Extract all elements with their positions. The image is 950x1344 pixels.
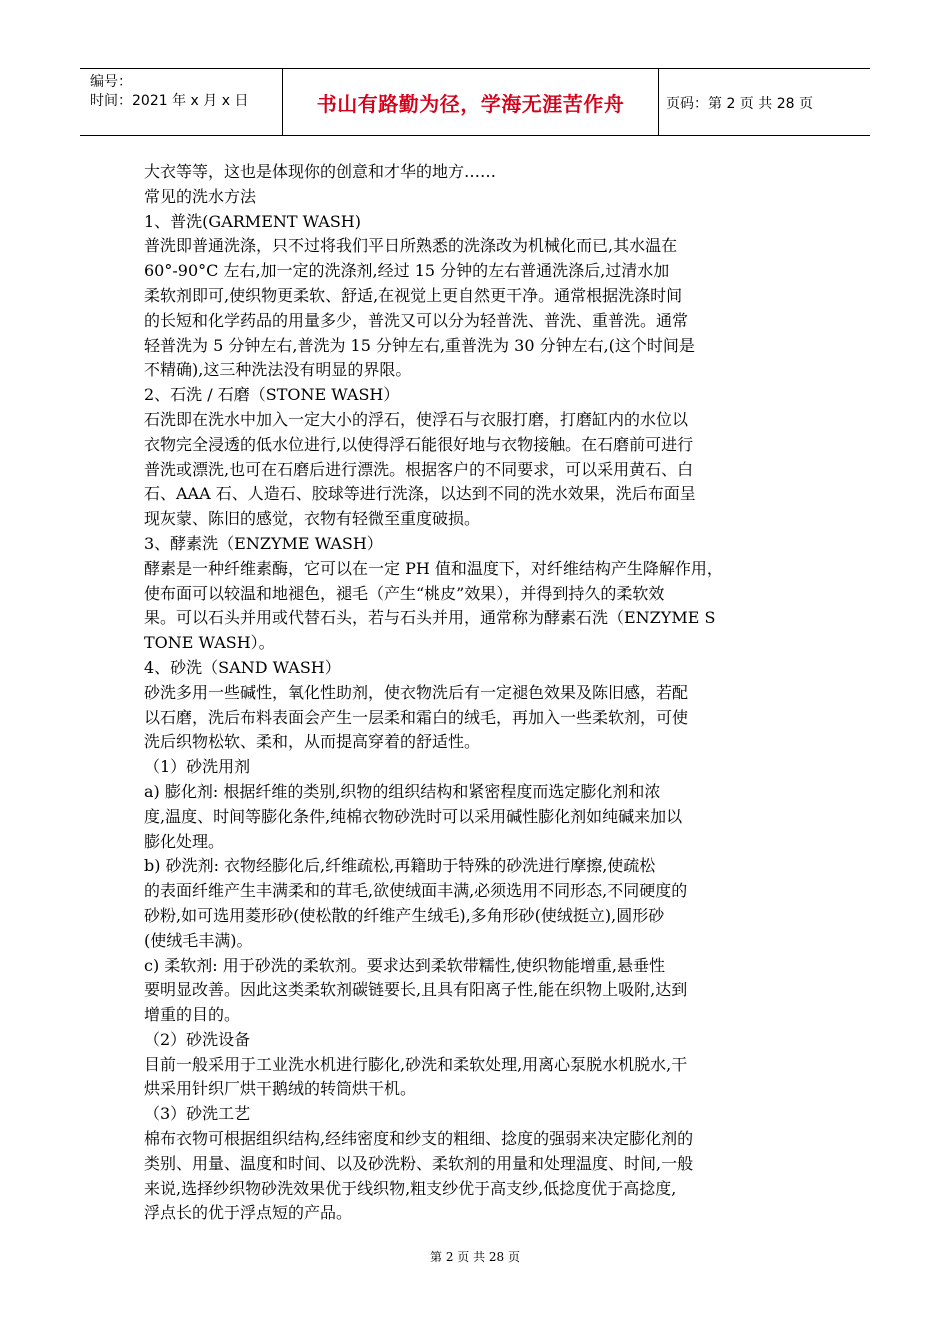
body-line: 目前一般采用于工业洗水机进行膨化,砂洗和柔软处理,用离心泵脱水机脱水,干 xyxy=(144,1054,688,1074)
body-line: c) 柔软剂: 用于砂洗的柔软剂。要求达到柔软带糯性,使织物能增重,悬垂性 xyxy=(144,955,665,975)
body-line: 浮点长的优于浮点短的产品。 xyxy=(144,1203,353,1223)
body-line: (使绒毛丰满)。 xyxy=(144,930,253,950)
body-line: 1、普洗(GARMENT WASH) xyxy=(144,211,361,231)
body-line: b) 砂洗剂: 衣物经膨化后,纤维疏松,再籍助于特殊的砂洗进行摩擦,使疏松 xyxy=(144,856,656,876)
body-line: 衣物完全浸透的低水位进行,以使得浮石能很好地与衣物接触。在石磨前可进行 xyxy=(144,434,694,454)
body-line: 2、石洗 / 石磨（STONE WASH） xyxy=(144,385,400,405)
body-line: 果。可以石头并用或代替石头，若与石头并用，通常称为酵素石洗（ENZYME S xyxy=(144,608,716,628)
body-line: 石、AAA 石、人造石、胶球等进行洗涤，以达到不同的洗水效果，洗后布面呈 xyxy=(144,484,696,504)
body-line: 的长短和化学药品的用量多少，普洗又可以分为轻普洗、普洗、重普洗。通常 xyxy=(144,310,689,330)
body-line: 类别、用量、温度和时间、以及砂洗粉、柔软剂的用量和处理温度、时间,一般 xyxy=(144,1153,694,1173)
body-line: 柔软剂即可,使织物更柔软、舒适,在视觉上更自然更干净。通常根据洗涤时间 xyxy=(144,285,683,305)
header-meta-cell xyxy=(80,69,283,135)
body-line: 普洗即普通洗涤，只不过将我们平日所熟悉的洗涤改为机械化而已,其水温在 xyxy=(144,236,678,256)
document-number-label: 编号： xyxy=(90,74,132,90)
body-line: 砂洗多用一些碱性，氧化性助剂，使衣物洗后有一定褪色效果及陈旧感，若配 xyxy=(144,682,689,702)
body-line: 现灰蒙、陈旧的感觉，衣物有轻微至重度破损。 xyxy=(144,509,481,529)
body-line: 不精确),这三种洗法没有明显的界限。 xyxy=(144,360,412,380)
body-line: 洗后织物松软、柔和，从而提高穿着的舒适性。 xyxy=(144,732,481,752)
body-line: （2）砂洗设备 xyxy=(144,1029,251,1049)
header-page-info: 页码：第 2 页 共 28 页 xyxy=(666,96,813,112)
body-line: 3、酵素洗（ENZYME WASH） xyxy=(144,533,383,553)
body-line: 酵素是一种纤维素酶，它可以在一定 PH 值和温度下，对纤维结构产生降解作用， xyxy=(144,558,723,578)
body-line: 砂粉,如可选用菱形砂(使松散的纤维产生绒毛),多角形砂(使绒挺立),圆形砂 xyxy=(144,905,665,925)
body-line: 大衣等等，这也是体现你的创意和才华的地方…… xyxy=(144,162,497,181)
body-line: 普洗或漂洗,也可在石磨后进行漂洗。根据客户的不同要求，可以采用黄石、白 xyxy=(144,459,694,479)
body-line: （1）砂洗用剂 xyxy=(144,757,251,777)
body-line: 常见的洗水方法 xyxy=(144,186,257,206)
body-line: 烘采用针织厂烘干鹅绒的转筒烘干机。 xyxy=(144,1079,417,1099)
body-line: 要明显改善。因此这类柔软剂碳链要长,且具有阳离子性,能在织物上吸附,达到 xyxy=(144,980,688,1000)
body-line: 以石磨，洗后布料表面会产生一层柔和霜白的绒毛，再加入一些柔软剂，可使 xyxy=(144,707,689,727)
header-motto: 书山有路勤为径，学海无涯苦作舟 xyxy=(283,69,659,135)
body-line: 轻普洗为 5 分钟左右,普洗为 15 分钟左右,重普洗为 30 分钟左右,(这个时间是 xyxy=(144,335,695,355)
body-line: 增重的目的。 xyxy=(144,1005,241,1025)
document-body xyxy=(144,160,814,1226)
body-line: 4、砂洗（SAND WASH） xyxy=(144,657,341,677)
body-line: 石洗即在洗水中加入一定大小的浮石，使浮石与衣服打磨，打磨缸内的水位以 xyxy=(144,409,689,429)
body-line: 使布面可以较温和地褪色，褪毛（产生“桃皮”效果），并得到持久的柔软效 xyxy=(144,583,665,603)
body-line: 的表面纤维产生丰满柔和的茸毛,欲使绒面丰满,必须选用不同形态,不同硬度的 xyxy=(144,881,688,901)
body-line: TONE WASH）。 xyxy=(144,633,275,653)
body-line: 棉布衣物可根据组织结构,经纬密度和纱支的粗细、捻度的强弱来决定膨化剂的 xyxy=(144,1129,694,1149)
page-footer: 第 2 页 共 28 页 xyxy=(430,1250,520,1264)
page-header xyxy=(80,68,870,136)
document-date: 时间：2021 年 x 月 x 日 xyxy=(90,93,249,109)
body-line: a) 膨化剂: 根据纤维的类别,织物的组织结构和紧密程度而选定膨化剂和浓 xyxy=(144,781,661,801)
body-line: 度,温度、时间等膨化条件,纯棉衣物砂洗时可以采用碱性膨化剂如纯碱来加以 xyxy=(144,806,683,826)
body-line: 60°-90°C 左右,加一定的洗涤剂,经过 15 分钟的左右普通洗涤后,过清水加 xyxy=(144,261,670,281)
body-line: 膨化处理。 xyxy=(144,831,225,851)
body-line: （3）砂洗工艺 xyxy=(144,1104,251,1124)
body-line: 来说,选择纱织物砂洗效果优于线织物,粗支纱优于高支纱,低捻度优于高捻度, xyxy=(144,1178,677,1198)
